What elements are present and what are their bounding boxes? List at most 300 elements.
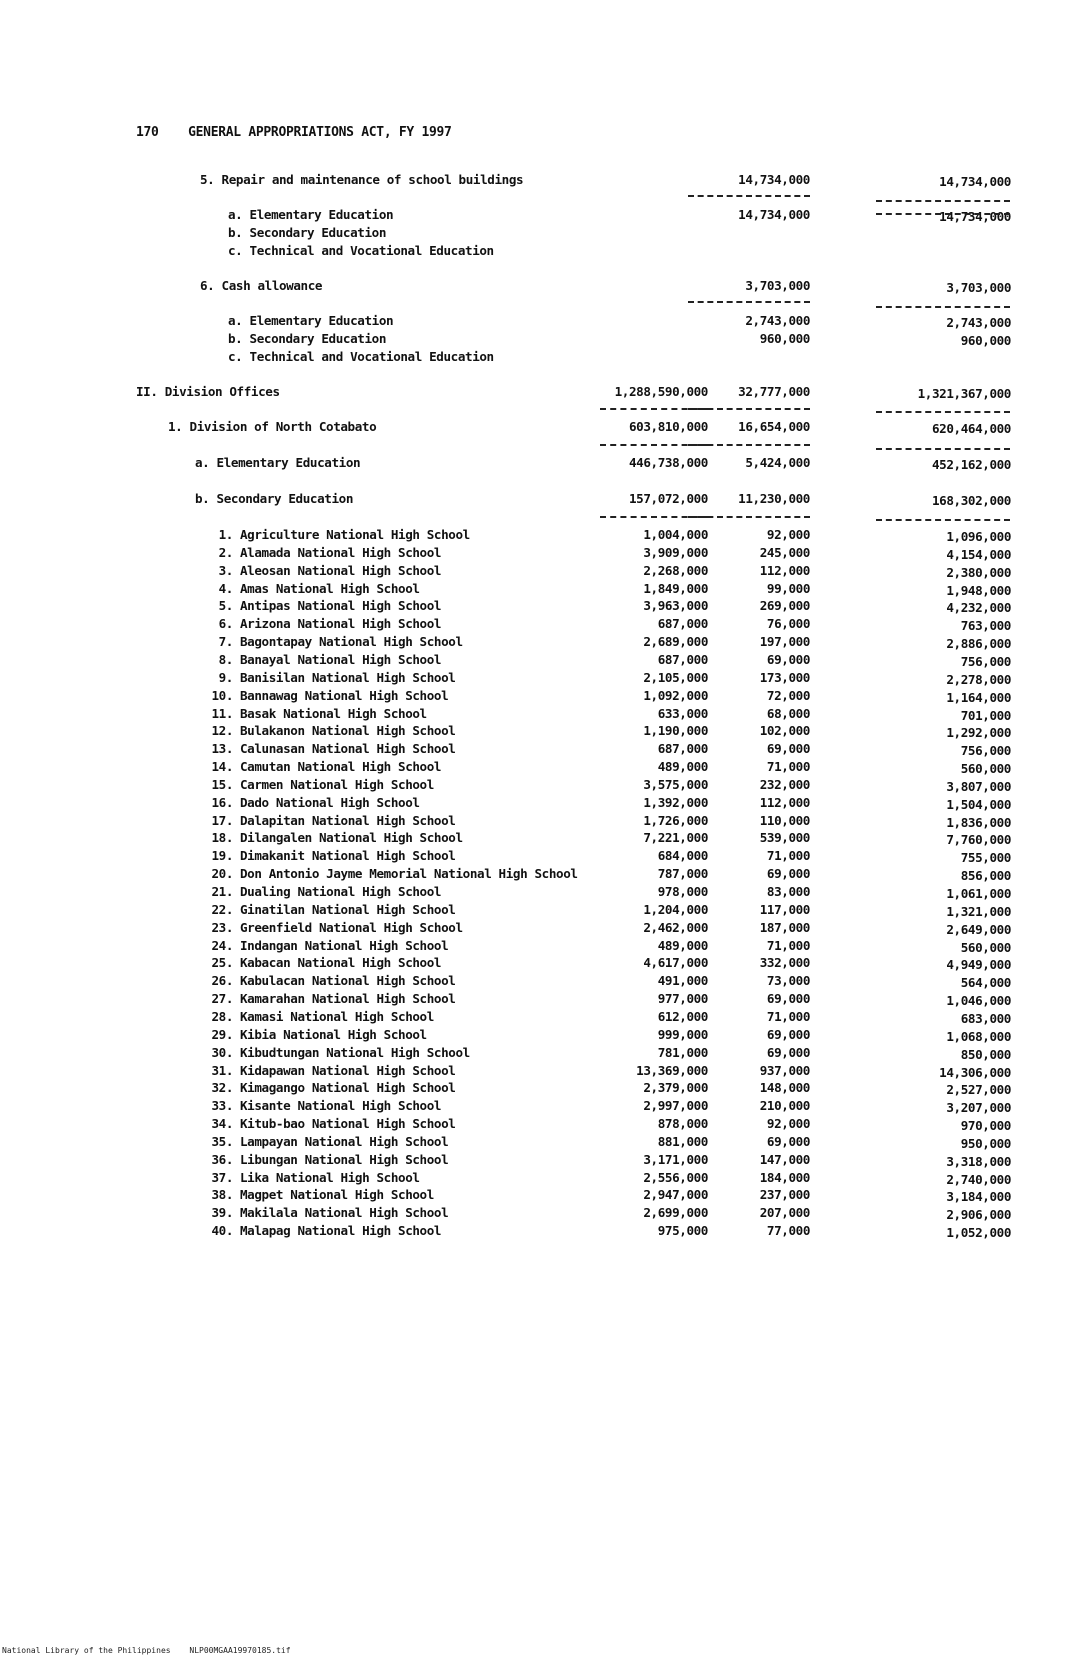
school-name: Kisante National High School	[240, 1098, 442, 1114]
school-row	[0, 616, 1085, 634]
amount-c1: 3,575,000	[643, 776, 708, 792]
file-name: NLP00MGAA19970185.tif	[189, 1646, 291, 1655]
school-row	[0, 848, 1085, 866]
school-name: Arizona National High School	[240, 616, 442, 632]
school-number: 34.	[211, 1116, 233, 1132]
amount-c1: 999,000	[657, 1026, 708, 1042]
school-row	[0, 741, 1085, 759]
school-name: Dado National High School	[240, 794, 420, 810]
amount-c1: 7,221,000	[643, 830, 708, 846]
amount-c2: 173,000	[759, 669, 810, 685]
amount-c2: 3,703,000	[745, 278, 810, 293]
school-name: Aleosan National High School	[240, 562, 442, 578]
school-row	[0, 1187, 1085, 1205]
amount-c1: 1,190,000	[643, 723, 708, 739]
school-name: Antipas National High School	[240, 598, 442, 614]
amount-c3: 4,949,000	[946, 957, 1011, 973]
school-number: 23.	[211, 919, 233, 935]
school-row	[0, 955, 1085, 973]
school-row	[0, 1170, 1085, 1188]
school-row	[0, 920, 1085, 938]
amount-c1: 684,000	[657, 848, 708, 864]
amount-c2: 269,000	[759, 598, 810, 614]
amount-c2: 16,654,000	[738, 419, 810, 434]
school-name: Kidapawan National High School	[240, 1062, 456, 1078]
amount-c2: 960,000	[759, 331, 810, 346]
amount-c3: 950,000	[960, 1135, 1011, 1151]
school-name: Kabulacan National High School	[240, 973, 456, 989]
amount-c3: 14,306,000	[939, 1064, 1011, 1080]
subtotal-rule	[876, 411, 1010, 413]
amount-c3: 2,740,000	[946, 1171, 1011, 1187]
school-number: 5.	[218, 598, 233, 614]
amount-c3: 763,000	[960, 618, 1011, 634]
amount-c2: 147,000	[759, 1151, 810, 1167]
summary-row	[0, 225, 1085, 243]
school-row	[0, 1098, 1085, 1116]
amount-c1: 13,369,000	[636, 1062, 708, 1078]
summary-row	[0, 172, 1085, 190]
amount-c2: 71,000	[766, 848, 810, 864]
amount-c2: 69,000	[766, 991, 810, 1007]
summary-row	[0, 207, 1085, 225]
school-row	[0, 1152, 1085, 1170]
amount-c2: 245,000	[759, 544, 810, 560]
school-row	[0, 973, 1085, 991]
school-number: 25.	[211, 955, 233, 971]
amount-c3: 856,000	[960, 868, 1011, 884]
summary-row	[0, 419, 1085, 437]
amount-c3: 1,836,000	[946, 814, 1011, 830]
amount-c2: 71,000	[766, 759, 810, 775]
school-row	[0, 866, 1085, 884]
summary-row	[0, 384, 1085, 402]
school-row	[0, 884, 1085, 902]
school-name: Malapag National High School	[240, 1223, 442, 1239]
row-label: 6. Cash allowance	[200, 278, 323, 293]
amount-c3: 4,154,000	[946, 546, 1011, 562]
amount-c3: 564,000	[960, 975, 1011, 991]
amount-c1: 489,000	[657, 937, 708, 953]
scan-footer	[2, 1646, 291, 1655]
school-number: 20.	[211, 866, 233, 882]
school-name: Kamasi National High School	[240, 1008, 434, 1024]
amount-c3: 7,760,000	[946, 832, 1011, 848]
subtotal-rule	[688, 195, 810, 197]
amount-c3: 756,000	[960, 653, 1011, 669]
subtotal-rule	[876, 519, 1010, 521]
school-row	[0, 777, 1085, 795]
row-label: 1. Division of North Cotabato	[168, 419, 377, 434]
amount-c2: 184,000	[759, 1169, 810, 1185]
amount-c3: 3,207,000	[946, 1100, 1011, 1116]
library-credit: National Library of the Philippines	[2, 1646, 171, 1655]
school-number: 28.	[211, 1008, 233, 1024]
school-number: 32.	[211, 1080, 233, 1096]
school-number: 15.	[211, 776, 233, 792]
subtotal-rule	[876, 306, 1010, 308]
amount-c3: 14,734,000	[939, 209, 1011, 224]
amount-c1: 2,689,000	[643, 634, 708, 650]
amount-c2: 69,000	[766, 651, 810, 667]
school-number: 6.	[218, 616, 233, 632]
amount-c1: 881,000	[657, 1133, 708, 1149]
amount-c2: 68,000	[766, 705, 810, 721]
school-row	[0, 581, 1085, 599]
amount-c1: 2,997,000	[643, 1098, 708, 1114]
amount-c2: 110,000	[759, 812, 810, 828]
school-number: 3.	[218, 562, 233, 578]
amount-c2: 76,000	[766, 616, 810, 632]
amount-c3: 960,000	[960, 333, 1011, 348]
amount-c2: 83,000	[766, 884, 810, 899]
school-name: Kibudtungan National High School	[240, 1044, 470, 1060]
amount-c1: 1,204,000	[643, 901, 708, 917]
amount-c1: 2,105,000	[643, 669, 708, 685]
amount-c1: 2,947,000	[643, 1187, 708, 1203]
amount-c3: 755,000	[960, 850, 1011, 866]
school-row	[0, 527, 1085, 545]
page-number: 170	[136, 125, 159, 140]
amount-c2: 207,000	[759, 1205, 810, 1221]
amount-c2: 72,000	[766, 687, 810, 703]
school-number: 12.	[211, 723, 233, 739]
school-number: 33.	[211, 1098, 233, 1114]
amount-c3: 560,000	[960, 939, 1011, 955]
school-row	[0, 830, 1085, 848]
amount-c2: 14,734,000	[738, 207, 810, 222]
amount-c3: 560,000	[960, 761, 1011, 777]
school-name: Bulakanon National High School	[240, 723, 456, 739]
amount-c2: 11,230,000	[738, 491, 810, 506]
school-number: 37.	[211, 1169, 233, 1185]
amount-c2: 5,424,000	[745, 455, 810, 470]
school-name: Calunasan National High School	[240, 741, 456, 757]
school-name: Agriculture National High School	[240, 527, 470, 542]
school-name: Dualing National High School	[240, 884, 442, 899]
school-name: Indangan National High School	[240, 937, 449, 953]
amount-c1: 975,000	[657, 1223, 708, 1239]
summary-row	[0, 455, 1085, 473]
school-name: Dalapitan National High School	[240, 812, 456, 828]
amount-c1: 1,288,590,000	[614, 384, 708, 399]
row-label: a. Elementary Education	[228, 313, 394, 328]
row-label: c. Technical and Vocational Education	[228, 243, 494, 258]
school-number: 13.	[211, 741, 233, 757]
amount-c2: 2,743,000	[745, 313, 810, 328]
row-label: b. Secondary Education	[195, 491, 354, 506]
summary-row	[0, 491, 1085, 509]
school-row	[0, 1045, 1085, 1063]
school-row	[0, 563, 1085, 581]
school-number: 39.	[211, 1205, 233, 1221]
amount-c2: 92,000	[766, 527, 810, 542]
school-number: 9.	[218, 669, 233, 685]
school-name: Kimagango National High School	[240, 1080, 456, 1096]
amount-c2: 539,000	[759, 830, 810, 846]
amount-c2: 69,000	[766, 1044, 810, 1060]
row-label: II. Division Offices	[136, 384, 280, 399]
school-name: Kitub-bao National High School	[240, 1116, 456, 1132]
amount-c3: 850,000	[960, 1046, 1011, 1062]
school-name: Don Antonio Jayme Memorial National High School	[240, 866, 578, 882]
amount-c2: 148,000	[759, 1080, 810, 1096]
amount-c2: 77,000	[766, 1223, 810, 1239]
school-row	[0, 1080, 1085, 1098]
amount-c1: 3,171,000	[643, 1151, 708, 1167]
amount-c3: 2,886,000	[946, 636, 1011, 652]
school-row	[0, 634, 1085, 652]
school-number: 21.	[211, 884, 233, 899]
school-name: Kabacan National High School	[240, 955, 442, 971]
amount-c3: 620,464,000	[931, 421, 1011, 436]
school-name: Banisilan National High School	[240, 669, 456, 685]
amount-c1: 603,810,000	[628, 419, 708, 434]
school-name: Bannawag National High School	[240, 687, 449, 703]
amount-c2: 112,000	[759, 562, 810, 578]
school-name: Greenfield National High School	[240, 919, 463, 935]
school-name: Alamada National High School	[240, 544, 442, 560]
amount-c3: 1,292,000	[946, 725, 1011, 741]
school-row	[0, 902, 1085, 920]
amount-c2: 69,000	[766, 1133, 810, 1149]
row-label: b. Secondary Education	[228, 225, 387, 240]
amount-c3: 4,232,000	[946, 600, 1011, 616]
amount-c2: 32,777,000	[738, 384, 810, 399]
amount-c3: 1,061,000	[946, 886, 1011, 901]
school-row	[0, 706, 1085, 724]
row-label: 5. Repair and maintenance of school buildings	[200, 172, 524, 187]
amount-c3: 1,321,000	[946, 903, 1011, 919]
school-row	[0, 759, 1085, 777]
school-number: 16.	[211, 794, 233, 810]
school-name: Basak National High School	[240, 705, 427, 721]
amount-c3: 3,703,000	[946, 280, 1011, 295]
row-label: a. Elementary Education	[228, 207, 394, 222]
row-label: a. Elementary Education	[195, 455, 361, 470]
amount-c1: 446,738,000	[628, 455, 708, 470]
school-row	[0, 1223, 1085, 1241]
summary-row	[0, 278, 1085, 296]
school-number: 22.	[211, 901, 233, 917]
amount-c2: 232,000	[759, 776, 810, 792]
amount-c3: 1,052,000	[946, 1225, 1011, 1241]
amount-c1: 977,000	[657, 991, 708, 1007]
school-number: 36.	[211, 1151, 233, 1167]
amount-c1: 2,379,000	[643, 1080, 708, 1096]
row-label: c. Technical and Vocational Education	[228, 349, 494, 364]
amount-c1: 687,000	[657, 616, 708, 632]
school-name: Dilangalen National High School	[240, 830, 463, 846]
school-number: 4.	[218, 580, 233, 596]
amount-c3: 14,734,000	[939, 174, 1011, 189]
school-name: Amas National High School	[240, 580, 420, 596]
amount-c3: 452,162,000	[931, 457, 1011, 472]
school-number: 31.	[211, 1062, 233, 1078]
school-number: 19.	[211, 848, 233, 864]
school-row	[0, 688, 1085, 706]
amount-c3: 2,380,000	[946, 564, 1011, 580]
subtotal-rule	[876, 448, 1010, 450]
school-row	[0, 723, 1085, 741]
amount-c2: 102,000	[759, 723, 810, 739]
subtotal-rule	[876, 213, 1010, 215]
school-number: 27.	[211, 991, 233, 1007]
amount-c3: 3,184,000	[946, 1189, 1011, 1205]
school-name: Kamarahan National High School	[240, 991, 456, 1007]
amount-c1: 157,072,000	[628, 491, 708, 506]
amount-c2: 69,000	[766, 1026, 810, 1042]
row-label: b. Secondary Education	[228, 331, 387, 346]
school-row	[0, 670, 1085, 688]
school-name: Bagontapay National High School	[240, 634, 463, 650]
amount-c3: 1,504,000	[946, 796, 1011, 812]
school-row	[0, 991, 1085, 1009]
school-number: 38.	[211, 1187, 233, 1203]
amount-c1: 2,462,000	[643, 919, 708, 935]
school-number: 35.	[211, 1133, 233, 1149]
amount-c2: 332,000	[759, 955, 810, 971]
amount-c1: 787,000	[657, 866, 708, 882]
amount-c2: 69,000	[766, 866, 810, 882]
school-number: 8.	[218, 651, 233, 667]
amount-c2: 73,000	[766, 973, 810, 989]
subtotal-rule	[688, 516, 810, 518]
amount-c1: 1,849,000	[643, 580, 708, 596]
page-header	[136, 125, 452, 140]
school-row	[0, 1116, 1085, 1134]
subtotal-rule	[688, 444, 810, 446]
school-row	[0, 1134, 1085, 1152]
amount-c3: 756,000	[960, 743, 1011, 759]
amount-c3: 168,302,000	[931, 493, 1011, 508]
school-number: 29.	[211, 1026, 233, 1042]
amount-c2: 210,000	[759, 1098, 810, 1114]
subtotal-rule	[688, 301, 810, 303]
amount-c3: 1,164,000	[946, 689, 1011, 705]
amount-c1: 878,000	[657, 1116, 708, 1132]
school-number: 26.	[211, 973, 233, 989]
summary-row	[0, 349, 1085, 367]
school-name: Libungan National High School	[240, 1151, 449, 1167]
amount-c2: 69,000	[766, 741, 810, 757]
amount-c2: 197,000	[759, 634, 810, 650]
school-number: 2.	[218, 544, 233, 560]
amount-c2: 237,000	[759, 1187, 810, 1203]
school-row	[0, 813, 1085, 831]
amount-c3: 683,000	[960, 1010, 1011, 1026]
amount-c3: 3,807,000	[946, 778, 1011, 794]
school-name: Carmen National High School	[240, 776, 434, 792]
amount-c3: 3,318,000	[946, 1153, 1011, 1169]
amount-c2: 112,000	[759, 794, 810, 810]
amount-c1: 781,000	[657, 1044, 708, 1060]
school-row	[0, 1027, 1085, 1045]
school-number: 7.	[218, 634, 233, 650]
school-name: Lika National High School	[240, 1169, 420, 1185]
school-number: 11.	[211, 705, 233, 721]
amount-c1: 3,963,000	[643, 598, 708, 614]
amount-c3: 1,068,000	[946, 1028, 1011, 1044]
school-name: Banayal National High School	[240, 651, 442, 667]
subtotal-rule	[688, 408, 810, 410]
amount-c1: 489,000	[657, 759, 708, 775]
amount-c2: 187,000	[759, 919, 810, 935]
amount-c2: 99,000	[766, 580, 810, 596]
amount-c3: 2,649,000	[946, 921, 1011, 937]
school-name: Kibia National High School	[240, 1026, 427, 1042]
amount-c2: 92,000	[766, 1116, 810, 1132]
amount-c1: 1,004,000	[643, 527, 708, 542]
amount-c3: 1,948,000	[946, 582, 1011, 598]
amount-c1: 3,909,000	[643, 544, 708, 560]
amount-c1: 2,268,000	[643, 562, 708, 578]
school-name: Ginatilan National High School	[240, 901, 456, 917]
amount-c2: 117,000	[759, 901, 810, 917]
school-row	[0, 1063, 1085, 1081]
subtotal-rule	[876, 200, 1010, 202]
amount-c3: 2,743,000	[946, 315, 1011, 330]
school-number: 17.	[211, 812, 233, 828]
amount-c3: 1,096,000	[946, 529, 1011, 544]
school-name: Makilala National High School	[240, 1205, 449, 1221]
amount-c1: 1,392,000	[643, 794, 708, 810]
amount-c3: 2,527,000	[946, 1082, 1011, 1098]
amount-c2: 937,000	[759, 1062, 810, 1078]
school-row	[0, 795, 1085, 813]
amount-c3: 970,000	[960, 1118, 1011, 1134]
school-row	[0, 1009, 1085, 1027]
school-name: Lampayan National High School	[240, 1133, 449, 1149]
school-row	[0, 938, 1085, 956]
amount-c1: 2,556,000	[643, 1169, 708, 1185]
amount-c1: 1,726,000	[643, 812, 708, 828]
amount-c3: 2,278,000	[946, 671, 1011, 687]
amount-c1: 1,092,000	[643, 687, 708, 703]
school-row	[0, 652, 1085, 670]
school-name: Magpet National High School	[240, 1187, 434, 1203]
school-row	[0, 1205, 1085, 1223]
amount-c2: 71,000	[766, 937, 810, 953]
school-number: 14.	[211, 759, 233, 775]
school-number: 24.	[211, 937, 233, 953]
school-name: Dimakanit National High School	[240, 848, 456, 864]
school-number: 1.	[218, 527, 233, 542]
amount-c1: 4,617,000	[643, 955, 708, 971]
amount-c1: 633,000	[657, 705, 708, 721]
school-row	[0, 545, 1085, 563]
amount-c1: 2,699,000	[643, 1205, 708, 1221]
amount-c2: 14,734,000	[738, 172, 810, 187]
school-row	[0, 598, 1085, 616]
school-number: 10.	[211, 687, 233, 703]
amount-c3: 1,046,000	[946, 993, 1011, 1009]
summary-row	[0, 243, 1085, 261]
amount-c1: 491,000	[657, 973, 708, 989]
summary-row	[0, 331, 1085, 349]
amount-c3: 2,906,000	[946, 1207, 1011, 1223]
amount-c1: 978,000	[657, 884, 708, 899]
amount-c1: 687,000	[657, 741, 708, 757]
amount-c1: 612,000	[657, 1008, 708, 1024]
school-number: 40.	[211, 1223, 233, 1239]
amount-c3: 701,000	[960, 707, 1011, 723]
amount-c1: 687,000	[657, 651, 708, 667]
school-number: 18.	[211, 830, 233, 846]
school-name: Camutan National High School	[240, 759, 442, 775]
page-title: GENERAL APPROPRIATIONS ACT, FY 1997	[188, 125, 452, 140]
amount-c3: 1,321,367,000	[917, 386, 1011, 401]
